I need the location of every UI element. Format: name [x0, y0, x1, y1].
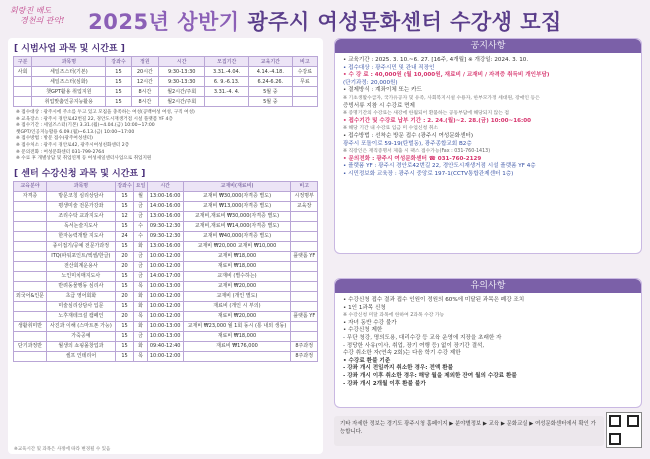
table-cell: 15 — [115, 201, 134, 211]
table-cell — [14, 211, 47, 221]
table-cell: 챗GPT활용 취업지원 — [32, 87, 106, 97]
table-cell: 15 — [115, 351, 134, 361]
table-cell: 10:00-12:00 — [147, 251, 183, 261]
text-line: - 무단 청강, 명의도용, 대리수강 등 교육 운영에 지장을 초래한 자 — [343, 334, 502, 341]
table-cell — [183, 351, 291, 361]
text-line: - 강좌 개시 전일까지 취소한 경우: 전액 환불 — [343, 365, 454, 372]
table-cell: 5월 중 — [249, 97, 293, 107]
table-cell: 10:00-12:00 — [147, 261, 183, 271]
table-cell: 24 — [115, 231, 134, 241]
table-cell — [291, 221, 318, 231]
table-row — [14, 331, 318, 341]
table-cell: 목 — [134, 281, 147, 291]
table-cell: 세일즈스터(심화) — [32, 77, 106, 87]
table-cell: 재료비 ₩18,000 — [183, 331, 291, 341]
table-cell — [14, 221, 47, 231]
table-cell: 교재비 ₩40,000(자격증 별도) — [183, 231, 291, 241]
table-cell: 5월 중 — [249, 87, 293, 97]
table-cell: 20 — [115, 261, 134, 271]
text-line: • 수강신청 접수 결과 접수 인원이 정원의 60%에 미달된 과목은 폐강 조치 — [343, 297, 525, 303]
table-cell — [14, 351, 47, 361]
table-cell — [292, 97, 317, 107]
text-line: ※ 기초생활수급자, 국가유공자 및 유족, 사회복지시설 수용자, 한부모가정 세대원, 장애인 등은 — [343, 95, 540, 101]
table-cell: 재료비 ₩20,000 — [183, 311, 291, 321]
table-cell: 목 — [134, 351, 147, 361]
table-row — [14, 291, 318, 301]
table-cell: 사회 — [14, 67, 32, 77]
text-line: • 플랫폼 YF : 광주시 경안로42번길 22, 경안도시재생거점 시설 플랫폼 YF 4층 — [343, 163, 536, 170]
text-line: • 접수대상 : 광주시민 및 관내 직장인 — [343, 64, 435, 71]
table-cell: 15 — [115, 331, 134, 341]
table-row — [14, 311, 318, 321]
table-cell: 수강료 — [292, 67, 317, 77]
column-header: 요일 — [135, 183, 146, 190]
table-cell: 금 — [134, 271, 147, 281]
column-header: 비고 — [292, 57, 317, 67]
table-cell: 교재비 ₩18,000 — [183, 251, 291, 261]
page-title — [0, 6, 650, 36]
text-line: • 1인 1과목 신청 — [343, 304, 386, 311]
table-row — [14, 211, 318, 221]
logo-line2: 경천의 관악! — [20, 16, 65, 25]
table-cell: 10:00-13:00 — [147, 321, 183, 331]
text-line: • 문의전화 : 광주시 여성문화센터 ☎ 031-760-2129 — [343, 155, 482, 162]
table-cell: 교재비 ₩13,000(자격증 별도) — [183, 201, 291, 211]
table-cell: 9:30-13:30 — [159, 77, 205, 87]
table-cell: 노인미치매지도사 — [46, 271, 115, 281]
table-cell: 15 — [115, 221, 134, 231]
table-cell — [14, 261, 47, 271]
table-cell: 수 — [134, 231, 147, 241]
table-cell: 15 — [106, 67, 131, 77]
text-line: • 수강신청 제한 — [343, 327, 383, 334]
column-header: 시간 — [147, 181, 183, 191]
table-cell — [14, 97, 32, 107]
table-cell: 반려동물행동 심리사 — [46, 281, 115, 291]
table-cell — [291, 281, 318, 291]
table-cell: 셀프 인테리어 — [46, 351, 115, 361]
table-cell — [291, 321, 318, 331]
text-line: - 강좌 개시 이후 취소한 경우: 해당 월을 제외한 잔여 월의 수강료 환불 — [343, 372, 517, 379]
table-cell: 10:00-12:00 — [147, 291, 183, 301]
qr-code[interactable] — [606, 412, 642, 448]
column-header: 정원 — [131, 57, 158, 67]
table-cell: 20 — [115, 311, 134, 321]
text-line: ※ 직장인은 재직증명서 제출 시 팩스 접수가능(Fax : 031-760-1413) — [343, 149, 491, 155]
table-cell: 3.31.-4.04. — [205, 67, 249, 77]
table-cell: 9:30-13:30 — [159, 67, 205, 77]
table-cell — [291, 241, 318, 251]
table-cell: 재료비 ₩176,000 — [183, 341, 291, 351]
table-cell: 노후재테크설 캠페인 — [46, 311, 115, 321]
text-line: • 수 강 료 : 40,000원 (월 10,000원, 재료비 / 교재비 / 자격증 취득비 개인부담) — [343, 72, 550, 79]
column-header: 구분 — [14, 57, 32, 67]
table-cell — [14, 87, 32, 97]
caution-box — [334, 278, 642, 408]
table-cell — [291, 261, 318, 271]
table-row — [14, 261, 318, 271]
text-line: ※ 증명기간의 수강료는 새강에 한월되어 환불하는 공동부담에 해당되지 않는 점 — [343, 111, 510, 117]
table-cell: 목 — [134, 311, 147, 321]
table-cell: 15 — [115, 241, 134, 251]
text-line: 챗GPT/인공지능활용 6.09.(월)~6.13.(금) 10:00~17:00 — [16, 129, 135, 135]
table-cell: 월생의 쇼핑몰창업과 — [46, 341, 115, 351]
table-cell: 13:00-16:00 — [147, 211, 183, 221]
title-rest: 광주시 여성문화센터 수강생 모집 — [239, 10, 562, 34]
text-line: • 접수기간 및 수강료 납부 기간 : 2. 24.(월)~2. 28.(금) 10:00~16:00 — [343, 117, 532, 124]
table-row — [14, 221, 318, 231]
table-cell: 자격증 — [14, 191, 47, 201]
column-header: 모집기간 — [205, 57, 249, 67]
table-cell: 월2시간/주회 — [159, 97, 205, 107]
table-cell: 10:00-12:00 — [147, 301, 183, 311]
table-cell: 사진과 이해 (스마트폰 가능) — [46, 321, 115, 331]
table-cell: 재료비 (개인 시 부의) — [183, 301, 291, 311]
table-cell — [14, 311, 47, 321]
center-footnote: ※교육시간 및 과목은 사정에 따라 변경될 수 있음 — [14, 447, 111, 452]
table-cell: 15 — [115, 191, 134, 201]
table-cell: 20시간 — [131, 67, 158, 77]
table-cell: 시정명부 — [291, 191, 318, 201]
table-cell: 월 — [134, 191, 147, 201]
table-cell — [14, 201, 47, 211]
table-cell: 생활취미반 — [14, 321, 47, 331]
table-cell — [291, 331, 318, 341]
table-cell: 금 — [134, 331, 147, 341]
footer-info: 기타 자세한 정보는 경기도 광주시청 홈페이지 ▶ 분야별정보 ▶ 교육 ▶ 문화교실 ▶ 여성문화센터에서 확인 가능합니다. — [334, 416, 604, 446]
table-cell — [291, 231, 318, 241]
table-cell: 10:00-12:00 — [147, 311, 183, 321]
table-row — [14, 87, 318, 97]
table-cell: 4.14.-4.18. — [249, 67, 293, 77]
table-row — [14, 241, 318, 251]
table-cell: 외국어&인문 — [14, 291, 47, 301]
table-cell — [14, 331, 47, 341]
table-cell: 무료 — [292, 77, 317, 87]
table-cell: 6.24-6.26. — [249, 77, 293, 87]
table-cell — [205, 97, 249, 107]
table-cell: 단기과정반 — [14, 341, 47, 351]
table-cell: 15 — [115, 301, 134, 311]
text-line: (단기과정: 20,000원) — [343, 79, 398, 86]
table-row — [14, 77, 318, 87]
table-row — [14, 351, 318, 361]
table-cell: 15 — [115, 321, 134, 331]
column-header: 교육분야 — [14, 181, 47, 191]
text-line: ※ 접수대상 : 광주시에 주소를 두고 있고 모집을 충족하는 여성(공백여성 여성, 구직 여성) — [16, 110, 195, 115]
table-cell — [14, 271, 47, 281]
caution-heading: 유의사항 — [335, 279, 641, 293]
table-cell: ITQ(파워포인트/엑셀/한글) — [46, 251, 115, 261]
table-cell — [14, 281, 47, 291]
right-panel — [334, 38, 642, 454]
text-line: ※ 문의전화 : 여성문화센터 031-799-2764 — [16, 149, 105, 155]
left-panel — [8, 38, 323, 454]
table-cell: 종이접기/공예 전문가과정 — [46, 241, 115, 251]
table-cell: 12 — [115, 211, 134, 221]
text-line: • 자녀 동반 수강 불가 — [343, 319, 397, 326]
table-cell: 15 — [106, 97, 131, 107]
table-cell: 방문코칭 심리상담사 — [46, 191, 115, 201]
table-cell: 금 — [134, 201, 147, 211]
text-line: ※ 수료 후 개별상담 및 취업연계 등 여성새일센터사업으로 취업지원 — [16, 156, 152, 162]
table-cell: 취업맞춤인공지능활용 — [32, 97, 106, 107]
text-line: - 정당한 사유(이사, 취업, 장기 여행 등) 없이 장기간 결석, — [343, 342, 485, 349]
table-cell: 평생미술 전문가강좌 — [46, 201, 115, 211]
table-row — [14, 97, 318, 107]
table-cell: 15 — [115, 341, 134, 351]
table-cell: 15 — [106, 77, 131, 87]
table-cell: 화 — [134, 341, 147, 351]
text-line: ※ 접수방법 : 방문 접수(광주여성센터) — [16, 136, 93, 142]
text-line: ※ 교육장소 : 광주시 경안로42번길 22, 경안도시재생거점 시설 플랫폼 YF 4층 — [16, 116, 173, 122]
table-cell: 14:00-16:00 — [147, 201, 183, 211]
pilot-table — [13, 56, 318, 107]
notice-lines — [335, 53, 641, 183]
table-row — [14, 231, 318, 241]
text-line: ※ 해당 기간 내 수강료 입금 미 수업신청 취소 — [343, 126, 438, 132]
table-cell — [291, 271, 318, 281]
table-cell: 15 — [115, 271, 134, 281]
table-cell — [14, 241, 47, 251]
table-cell: 화 — [134, 291, 147, 301]
table-cell: 6. 9.-6.13. — [205, 77, 249, 87]
table-cell: 교재비,재료비 ₩14,000(자격증 별도) — [183, 221, 291, 231]
text-line: ※ 접수기간 : 세일즈스터(기본) 3.31.(월)~4.04.(금) 10:00~17:00 — [16, 123, 155, 129]
table-cell: 독서논술지도사 — [46, 221, 115, 231]
table-row — [14, 341, 318, 351]
table-cell: 15 — [106, 87, 131, 97]
table-row — [14, 251, 318, 261]
table-cell: 8시간 — [131, 87, 158, 97]
pilot-notes — [16, 110, 315, 163]
table-cell: 8시간 — [131, 97, 158, 107]
table-row — [14, 67, 318, 77]
column-header: 시간 — [159, 57, 205, 67]
table-cell: 교재비 ₩30,000(자격증 별도) — [183, 191, 291, 201]
text-line: • 접수방법 : 선착순 방문 접수 (광주시 여성문화센터) — [343, 132, 474, 139]
table-cell: 조리수탁 교과지도사 — [46, 211, 115, 221]
table-cell: 15 — [115, 281, 134, 291]
table-cell: 12시간 — [131, 77, 158, 87]
text-line: • 시민정보화 교육장 : 광주시 중앙로 197-1(CCTV통합관제센터 1층) — [343, 170, 514, 177]
table-cell: 10:00-13:00 — [147, 281, 183, 291]
center-heading: [ 센터 수강신청 과목 및 시간표 ] — [14, 168, 146, 179]
table-cell: 교재비 ₩23,000 월 1회 동시 (통 내외 생동) — [183, 321, 291, 331]
column-header: 과목명 — [32, 57, 106, 67]
table-cell: 금 — [134, 211, 147, 221]
table-cell: 13:00-16:00 — [147, 241, 183, 251]
table-cell: 3.31.-4. 4. — [205, 87, 249, 97]
table-cell: 교육장 — [291, 201, 318, 211]
table-row — [14, 321, 318, 331]
title-year: 2025년 상반기 — [88, 10, 240, 34]
table-cell: 미술심리상담사 입문 — [46, 301, 115, 311]
text-line: - 강좌 개시 2개월 이후 환불 불가 — [343, 380, 426, 387]
table-cell: 8주과정 — [291, 341, 318, 351]
table-cell: 가죽공예 — [46, 331, 115, 341]
table-cell: 화 — [134, 241, 147, 251]
text-line: 광주시 포돌이로 59-19(탄벌동), 광주종합교회 B2층 — [343, 140, 472, 147]
table-cell: 20 — [115, 251, 134, 261]
table-cell: 09:30-12:30 — [147, 231, 183, 241]
notice-heading: 공지사항 — [335, 39, 641, 53]
table-cell: 10:00-13:00 — [147, 331, 183, 341]
table-cell: 8주과정 — [291, 351, 318, 361]
table-cell — [14, 77, 32, 87]
table-row — [14, 191, 318, 201]
text-line: 수강 취소한 자(연속 2회)는 다음 학기 수강 제한 — [343, 350, 461, 357]
table-cell: 월2시간/주회 — [159, 87, 205, 97]
table-cell: 플랫폼 YF — [291, 251, 318, 261]
table-cell — [291, 291, 318, 301]
table-cell: 10:00-12:00 — [147, 351, 183, 361]
table-cell: 금 — [134, 251, 147, 261]
table-cell: 화 — [134, 321, 147, 331]
table-cell: 14:00-17:00 — [147, 271, 183, 281]
text-line: • 결제방식 : 계좌이체 또는 카드 — [343, 87, 422, 94]
table-cell: 교재비 (별수하는) — [183, 271, 291, 281]
table-row — [14, 201, 318, 211]
table-cell: 플랫폼 YF — [291, 311, 318, 321]
table-cell — [292, 87, 317, 97]
table-cell — [14, 231, 47, 241]
center-table — [13, 181, 318, 362]
table-cell: 초급 영어회화 — [46, 291, 115, 301]
caution-lines — [335, 293, 641, 392]
table-cell — [291, 211, 318, 221]
column-header: 비고 — [291, 181, 318, 191]
table-cell: 세일즈스터(기본) — [32, 67, 106, 77]
table-cell: 20 — [115, 291, 134, 301]
logo-line1: 회랑진 배도 — [10, 6, 52, 15]
column-header: 강좌수 — [106, 57, 131, 67]
table-cell: 금 — [134, 261, 147, 271]
table-cell: 교재비 ₩20,000 교재비 ₩10,000 — [183, 241, 291, 251]
column-header: 교육기간 — [249, 57, 293, 67]
column-header: 교재비(재료비) — [183, 181, 291, 191]
text-line: ※ 수강신청 미달 과목에 한하여 2과목 수강 가능 — [343, 313, 445, 319]
notice-box — [334, 38, 642, 254]
table-cell: 화 — [134, 301, 147, 311]
table-cell: 교재비 ₩20,000 — [183, 281, 291, 291]
table-row — [14, 281, 318, 291]
text-line: 증빙서류 지참 시 수강료 면제 — [343, 102, 415, 109]
table-cell — [14, 301, 47, 311]
column-header: 과목명 — [46, 181, 115, 191]
column-header: 강좌수 — [115, 181, 134, 191]
table-cell — [291, 301, 318, 311]
text-line: ※ 접수처소 : 광주시 경안로42, 광주시여성친화센터 2층 — [16, 142, 130, 148]
table-cell: 09:30-12:30 — [147, 221, 183, 231]
table-row — [14, 301, 318, 311]
pilot-heading: [ 시범사업 과목 및 시간표 ] — [14, 44, 125, 54]
table-cell: 한자능력개발 지도사 — [46, 231, 115, 241]
text-line: • 수강료 환불 기준 — [343, 357, 391, 364]
table-row — [14, 271, 318, 281]
text-line: • 교육기간 : 2025. 3. 10.~6. 27. [16주, 4개월] ※ 개강일: 2024. 3. 10. — [343, 57, 529, 63]
table-cell: 교재비,재료비 ₩30,000(자격증 별도) — [183, 211, 291, 221]
table-cell: 09:40-12:40 — [147, 341, 183, 351]
table-cell: 전산회계운용사 — [46, 261, 115, 271]
table-cell: 수 — [134, 221, 147, 231]
table-cell: 교재비 (개인 별도) — [183, 291, 291, 301]
table-cell: 13:00-16:00 — [147, 191, 183, 201]
table-cell: 재료비 ₩18,000 — [183, 261, 291, 271]
table-cell — [14, 251, 47, 261]
